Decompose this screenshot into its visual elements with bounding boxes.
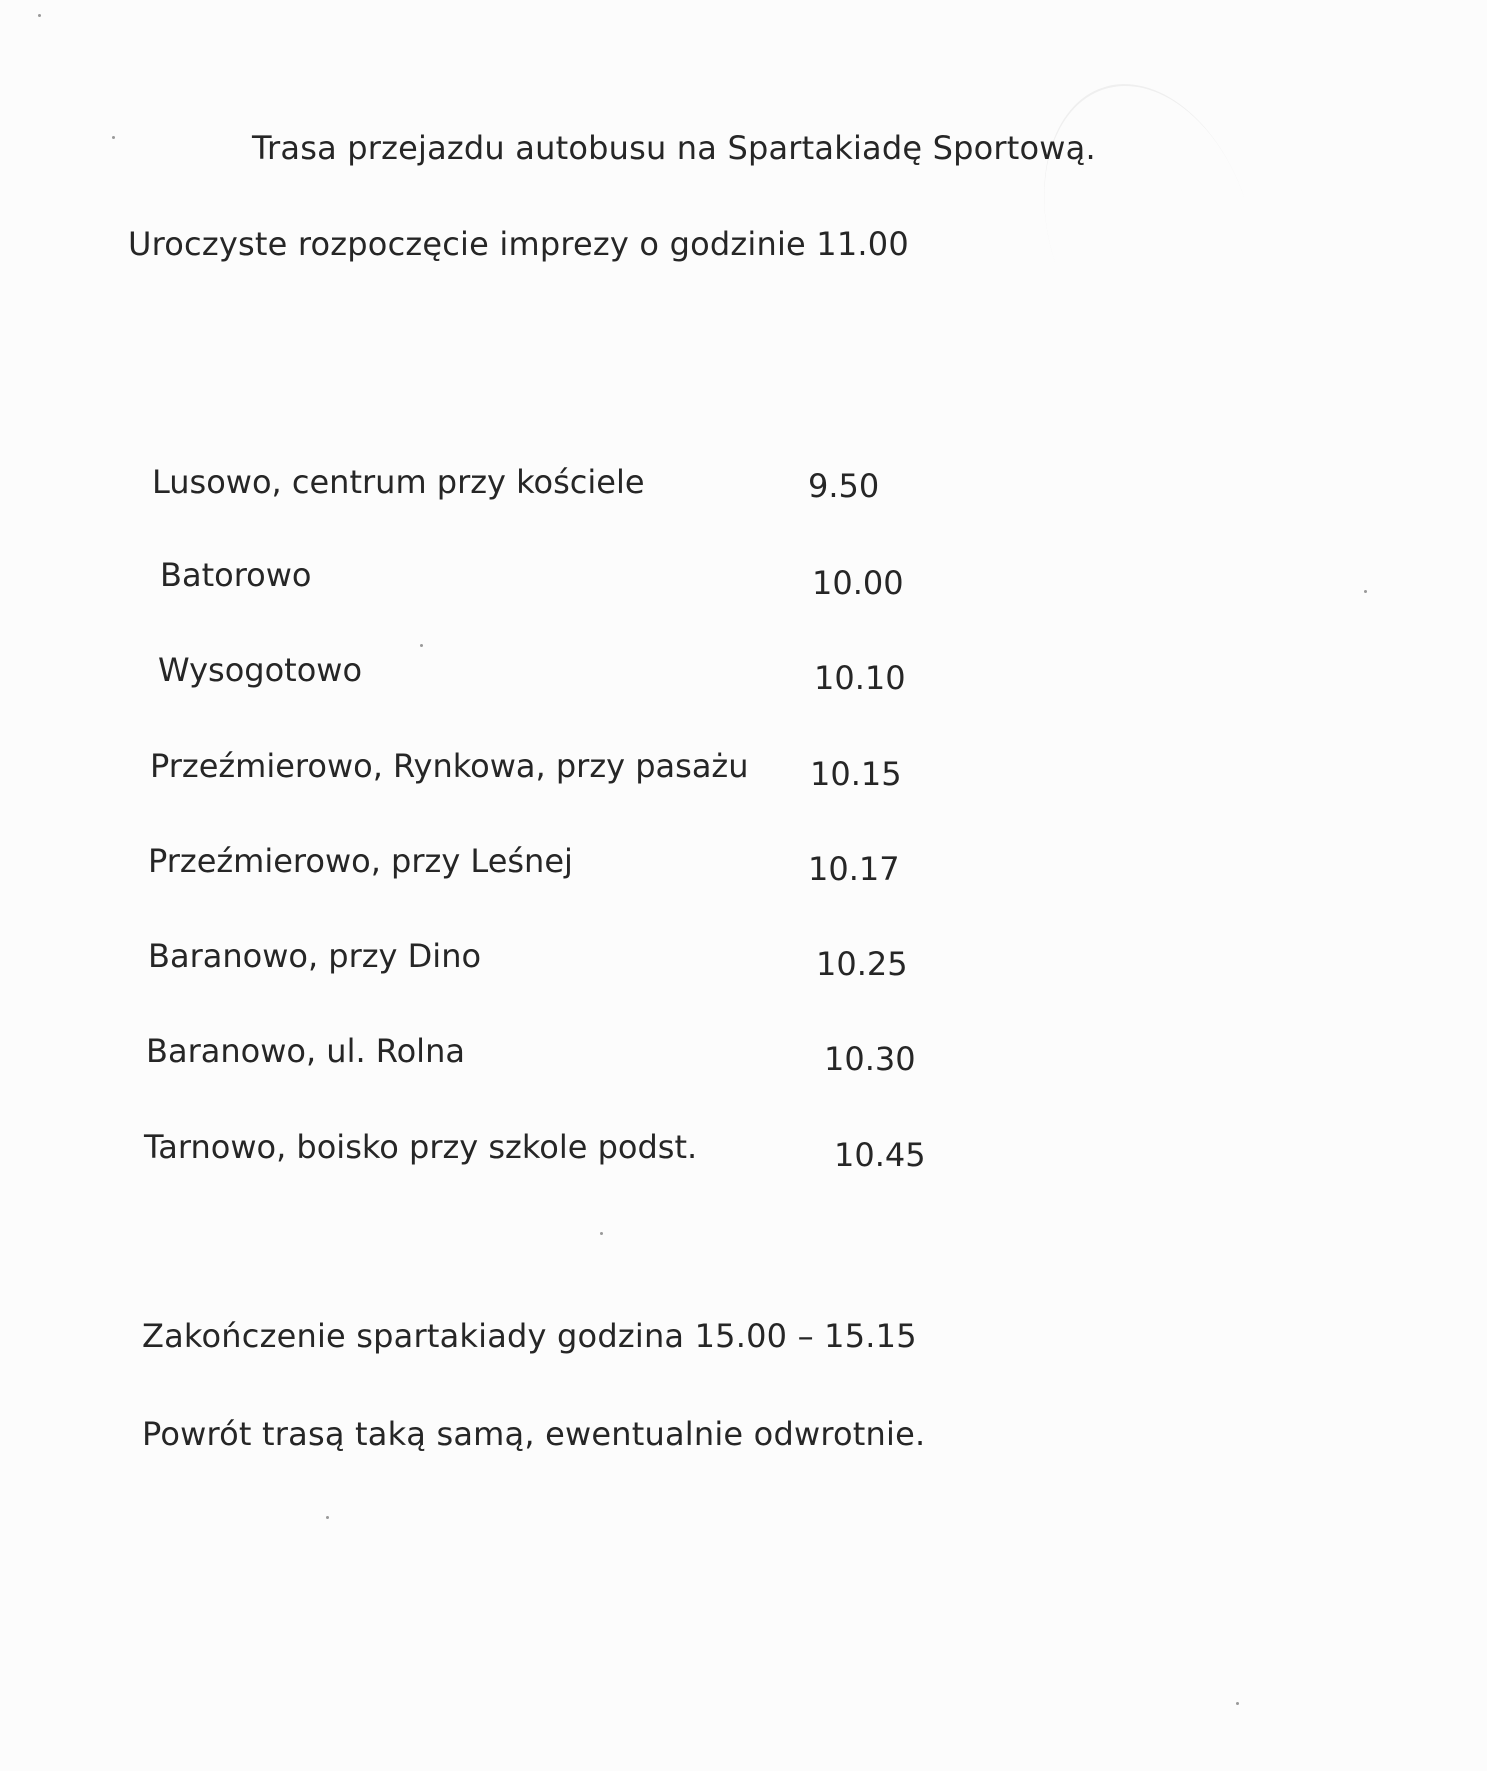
stop-row	[150, 746, 1150, 793]
document-title: Trasa przejazdu autobusu na Spartakiadę Sportową.	[252, 129, 1096, 167]
closing-time-line: Zakończenie spartakiady godzina 15.00 – 15.15	[142, 1317, 917, 1355]
stop-row	[146, 1031, 1146, 1078]
scan-speck	[112, 136, 115, 139]
opening-time-line: Uroczyste rozpoczęcie imprezy o godzinie 11.00	[128, 225, 909, 263]
return-route-line: Powrót trasą taką samą, ewentualnie odwrotnie.	[142, 1415, 926, 1453]
stop-place: Baranowo, ul. Rolna	[146, 1032, 465, 1070]
stop-place: Batorowo	[160, 556, 312, 594]
stop-place: Baranowo, przy Dino	[148, 937, 482, 975]
stop-place: Przeźmierowo, Rynkowa, przy pasażu	[150, 747, 749, 785]
stop-time: 9.50	[808, 467, 880, 505]
stop-place: Wysogotowo	[158, 651, 363, 689]
stop-time: 10.30	[824, 1040, 916, 1078]
stop-time: 10.25	[816, 945, 908, 983]
stop-row	[144, 1127, 1144, 1174]
scan-speck	[1364, 590, 1367, 593]
stop-time: 10.45	[834, 1136, 926, 1174]
stop-place: Przeźmierowo, przy Leśnej	[148, 842, 573, 880]
stop-row	[160, 555, 1160, 602]
stop-time: 10.10	[814, 659, 906, 697]
stop-place: Tarnowo, boisko przy szkole podst.	[144, 1128, 698, 1166]
scan-speck	[420, 644, 423, 647]
stop-time: 10.15	[810, 755, 902, 793]
stop-row	[152, 462, 1152, 506]
scan-speck	[1236, 1702, 1239, 1705]
stop-time: 10.17	[808, 850, 900, 888]
stop-time: 10.00	[812, 564, 904, 602]
scan-speck	[600, 1232, 603, 1235]
bleed-through-mark	[1008, 56, 1292, 405]
stop-place: Lusowo, centrum przy kościele	[152, 463, 645, 501]
stop-row	[158, 650, 1158, 697]
scan-speck	[38, 14, 41, 17]
stop-row	[148, 841, 1148, 888]
stop-row	[148, 936, 1148, 983]
scan-speck	[326, 1516, 329, 1519]
